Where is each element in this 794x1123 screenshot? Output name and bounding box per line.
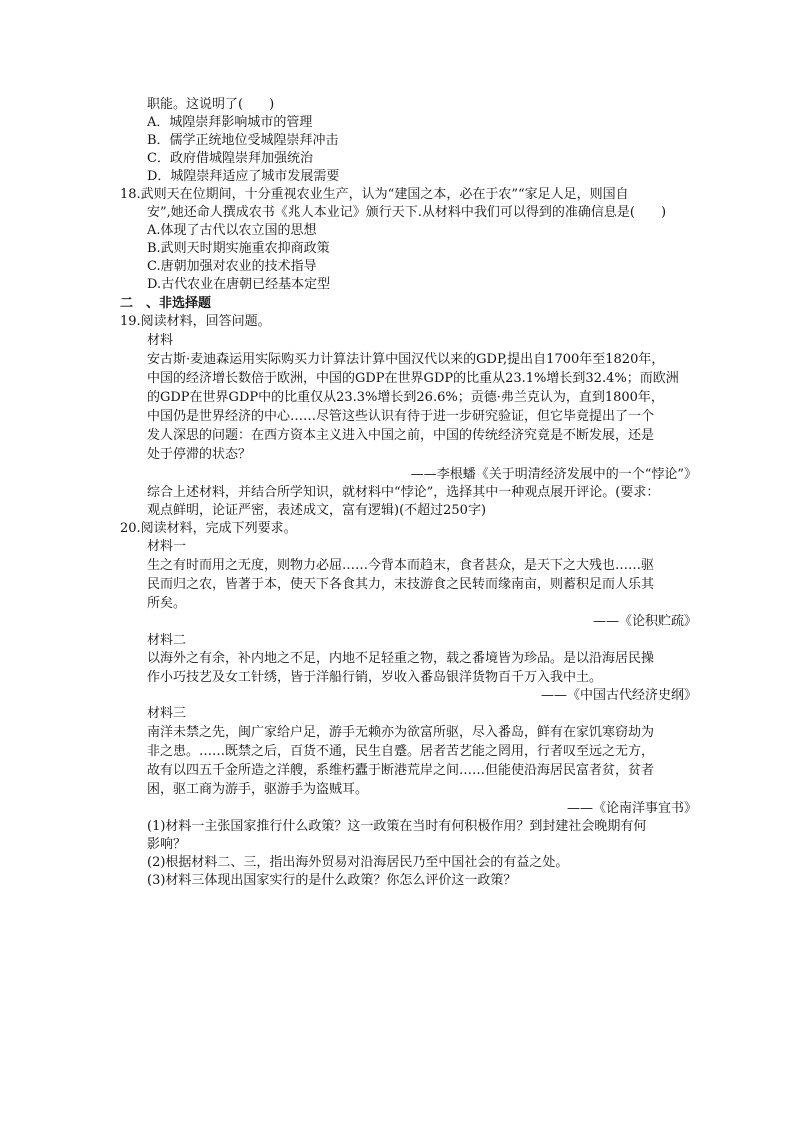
q18-option-c: C.唐朝加强对农业的技术指导	[147, 259, 317, 274]
q18-option-d: D.古代农业在唐朝已经基本定型	[147, 277, 331, 292]
q17-stem-tail: 职能。这说明了( )	[147, 97, 275, 112]
q19-source: ——李根蟠《关于明清经济发展中的一个“悖论”》	[410, 467, 697, 482]
q20-material3-line: 南洋未禁之先，闽广家给户足，游手无赖亦为欲富所驱，尽入番岛，鲜有在家饥寒窃劫为	[147, 725, 655, 740]
q17-option-d: D．城隍崇拜适应了城市发展需要	[147, 169, 340, 184]
q19-task-line2: 观点鲜明，论证严密，表述成文，富有逻辑)(不超过250字)	[147, 503, 487, 518]
q19-material-line: 处于停滞的状态？	[147, 447, 252, 462]
q18-stem-line2: 安”,她还命人撰成农书《兆人本业记》颁行天下.从材料中我们可以得到的准确信息是( )	[147, 205, 667, 220]
q20-material1-line: 生之有时而用之无度，则物力必屈……今背本而趋末，食者甚众，是天下之大残也……驱	[147, 558, 655, 573]
q20-material2-line: 以海外之有余，补内地之不足，内地不足轻重之物，载之番境皆为珍品。是以沿海居民操	[147, 651, 655, 666]
q20-question-1: (1)材料一主张国家推行什么政策？这一政策在当时有何积极作用？到封建社会晚期有何	[147, 819, 647, 834]
q19-material-line: 的GDP在世界GDP中的比重仅从23.3%增长到26.6%；贡德·弗兰克认为，直到1800年，	[147, 390, 664, 405]
q19-material-line: 中国的经济增长数倍于欧洲，中国的GDP在世界GDP的比重从23.1%增长到32.4%；而欧洲	[147, 371, 679, 386]
q19-material-line: 发人深思的问题：在西方资本主义进入中国之前，中国的传统经济究竟是不断发展，还是	[147, 428, 655, 443]
q20-material1-line: 所矣。	[147, 596, 187, 611]
q20-question-1-cont: 影响？	[147, 837, 187, 852]
q18-stem-line1: 18.武则天在位期间，十分重视农业生产，认为“建国之本，必在于农”“家足人足，则国自	[120, 187, 629, 202]
q20-material3-line: 故有以四五千金所造之洋艘，系维朽蠹于断港荒岸之间……但能使沿海居民富者贫，贫者	[147, 763, 655, 778]
section-title: 二 、非选择题	[120, 296, 212, 311]
q19-material-label: 材料	[147, 333, 174, 348]
q20-material3-line: 非之患。……既禁之后，百货不通，民生自蹙。居者苦艺能之罔用，行者叹至远之无方，	[147, 744, 655, 759]
q19-task-line1: 综合上述材料，并结合所学知识，就材料中“悖论”，选择其中一种观点展开评论。(要求：	[147, 485, 660, 500]
q20-material1-line: 民而归之农，皆著于本，使天下各食其力，末技游食之民转而缘南亩，则蓄积足而人乐其	[147, 577, 655, 592]
q20-material3-source: ——《论南洋事宜书》	[566, 801, 697, 816]
q20-material2-source: ——《中国古代经济史纲》	[540, 688, 697, 703]
q18-option-b: B.武则天时期实施重农抑商政策	[147, 241, 330, 256]
q20-material3-label: 材料三	[147, 706, 187, 721]
q17-option-b: B．儒学正统地位受城隍崇拜冲击	[147, 133, 339, 148]
q17-option-a: A．城隍崇拜影响城市的管理	[147, 115, 313, 130]
q20-material2-line: 作小巧技艺及女工针绣，皆于洋船行销，岁收入番岛银洋货物百千万入我中土。	[147, 670, 603, 685]
q20-stem: 20.阅读材料，完成下列要求。	[120, 521, 297, 536]
q20-material2-label: 材料二	[147, 633, 187, 648]
q20-material1-label: 材料一	[147, 539, 187, 554]
q20-question-3: (3)材料三体现出国家实行的是什么政策？你怎么评价这一政策？	[147, 873, 517, 888]
q19-material-line: 安古斯·麦迪森运用实际购买力计算法计算中国汉代以来的GDP,提出自1700年至1820年，	[147, 352, 665, 367]
q19-stem: 19.阅读材料，回答问题。	[120, 314, 271, 329]
q17-option-c: C．政府借城隍崇拜加强统治	[147, 151, 313, 166]
q20-question-2: (2)根据材料二、三，指出海外贸易对沿海居民乃至中国社会的有益之处。	[147, 855, 569, 870]
q18-option-a: A.体现了古代以农立国的思想	[147, 223, 317, 238]
q20-material3-line: 困，驱工商为游手，驱游手为盗贼耳。	[147, 782, 369, 797]
q20-material1-source: ——《论积贮疏》	[592, 614, 697, 629]
q19-material-line: 中国仍是世界经济的中心……尽管这些认识有待于进一步研究验证，但它毕竟提出了一个	[147, 409, 655, 424]
